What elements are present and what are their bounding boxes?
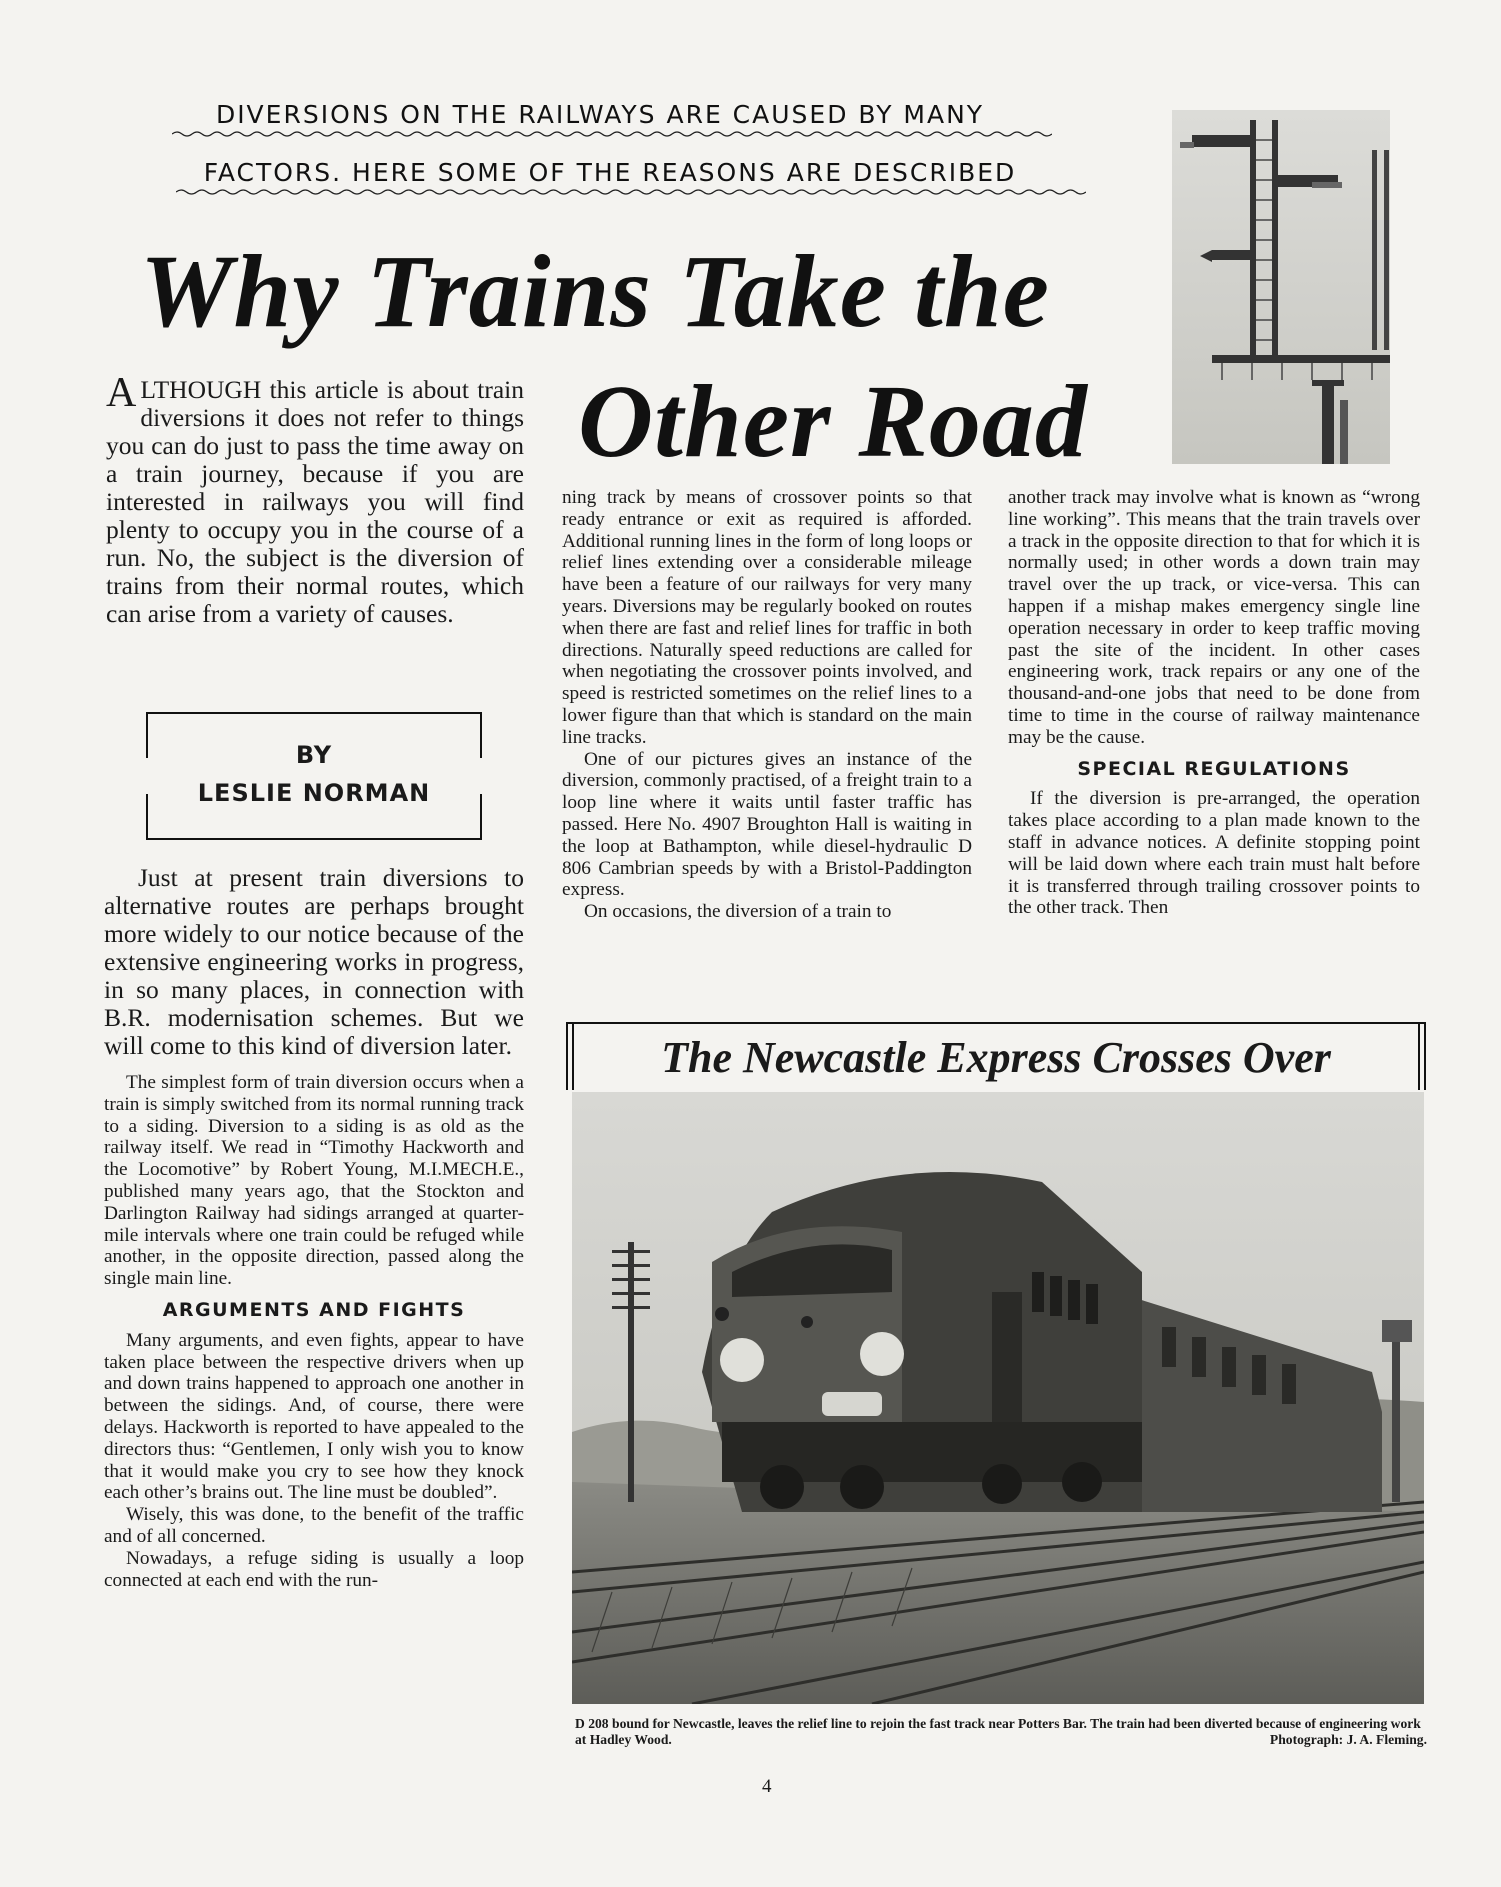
col2-paragraph-2: One of our pictures gives an instance of the diversion, commonly practised, of a freight train to a loop line where it waits until faster traffic has passed. Here No. 4907 Broughton Hall is waiting in the loop at Bathampton, while diesel-hydraulic D 806 Cambrian speeds by with a Bristol-Paddington express.	[562, 748, 972, 901]
lead-paragraph	[106, 370, 524, 628]
article-title-line-2: Other Road	[578, 364, 1088, 479]
column-2	[562, 487, 972, 923]
col1-paragraph-3: Wisely, this was done, to the benefit of the traffic and of all concerned.	[104, 1504, 524, 1547]
photo-heading-frame	[566, 1022, 1426, 1090]
signal-gantry-photo	[1172, 110, 1390, 464]
wavy-rule-1	[172, 130, 1052, 138]
byline-author: LESLIE NORMAN	[197, 779, 431, 807]
col2-paragraph-1: ning track by means of crossover points so that ready entrance or exit as required is afforded. Additional running lines in the form of long loops or relief lines extending over a considerable mileage have been a feature of our railways for very many years. Diversions may be regularly booked on routes when there are fast and relief lines for traffic in both directions. Naturally speed reductions are called for when negotiating the crossover points involved, and speed is restricted sometimes on the relief lines to a lower figure than that which is standard on the main line tracks.	[562, 487, 972, 748]
byline-box	[146, 712, 482, 840]
col3-paragraph-2: If the diversion is pre-arranged, the operation takes place according to a plan made known to the staff in advance notices. A definite stopping point will be laid down where each train must halt before it is transferred through trailing crossover points to the other track. Then	[1008, 788, 1420, 919]
photo-caption	[575, 1716, 1427, 1748]
col3-paragraph-1: another track may involve what is known as “wrong line working”. This means that the train travels over a track in the opposite direction to that for which it is normally used; in other words a down train may travel over the up track, or vice-versa. This can happen if a mishap makes emergency single line operation necessary in order to keep traffic moving past the site of the incident. In other cases engineering work, track repairs or any one of the thousand-and-one jobs that need to be done from time to time in the course of railway maintenance may be the cause.	[1008, 487, 1420, 748]
caption-text: D 208 bound for Newcastle, leaves the relief line to rejoin the fast track near Potters Bar. The train had been diverted because of engineering work at Hadley Wood.	[575, 1716, 1421, 1747]
column-3	[1008, 487, 1420, 919]
wavy-rule-2	[176, 188, 1086, 196]
col1-paragraph-4: Nowadays, a refuge siding is usually a loop connected at each end with the run-	[104, 1547, 524, 1591]
column-1-body	[104, 1072, 524, 1591]
drop-cap: A	[106, 370, 137, 416]
page-number: 4	[762, 1776, 772, 1797]
col1-lead-text: Just at present train diversions to alternative routes are perhaps brought more widely to our notice because of the extensive engineering works in progress, in so many places, in connection with B.R. modernisation schemes. But we will come to this kind of diversion later.	[104, 863, 524, 1060]
photo-heading: The Newcastle Express Crosses Over	[661, 1033, 1331, 1082]
subhead-special-regulations: SPECIAL REGULATIONS	[1077, 757, 1351, 780]
col1-paragraph-2: Many arguments, and even fights, appear to have taken place between the respective drivers when up and down trains happened to approach one another in between the sidings. And, of course, there were delays. Hackworth is reported to have appealed to the directors thus: “Gentlemen, I only wish you to know that it would make you cry to see how they knock each other’s brains out. The line must be doubled”.	[104, 1329, 524, 1504]
column-1-lead	[104, 864, 524, 1060]
column-1	[104, 864, 524, 1591]
lead-text: LTHOUGH this article is about train diversions it does not refer to things you can do just to pass the time away on a train journey, because if you are interested in railways you will find plenty to occupy you in the course of a run. No, the subject is the diversion of trains from their normal routes, which can arise from a variety of causes.	[106, 375, 524, 628]
col2-paragraph-3: On occasions, the diversion of a train to	[584, 901, 892, 923]
kicker-line-2: FACTORS. HERE SOME OF THE REASONS ARE DESCRIBED	[203, 158, 1017, 187]
photo-credit: Photograph: J. A. Fleming.	[1269, 1732, 1427, 1747]
col1-paragraph-1: The simplest form of train diversion occurs when a train is simply switched from its normal running track to a siding. Diversion to a siding is as old as the railway itself. We read in “Timothy Hackworth and the Locomotive” by Robert Young, M.I.MECH.E., published many years ago, that the Stockton and Darlington Railway had sidings arranged at quarter-mile intervals where one train could be refuged while another, in the opposite direction, passed along the single main line.	[104, 1072, 524, 1290]
train-photo	[572, 1092, 1424, 1704]
kicker-line-1: DIVERSIONS ON THE RAILWAYS ARE CAUSED BY MANY	[215, 100, 985, 129]
subhead-arguments: ARGUMENTS AND FIGHTS	[162, 1298, 466, 1321]
article-title-line-1: Why Trains Take the	[140, 234, 1050, 349]
byline-by: BY	[295, 741, 333, 769]
